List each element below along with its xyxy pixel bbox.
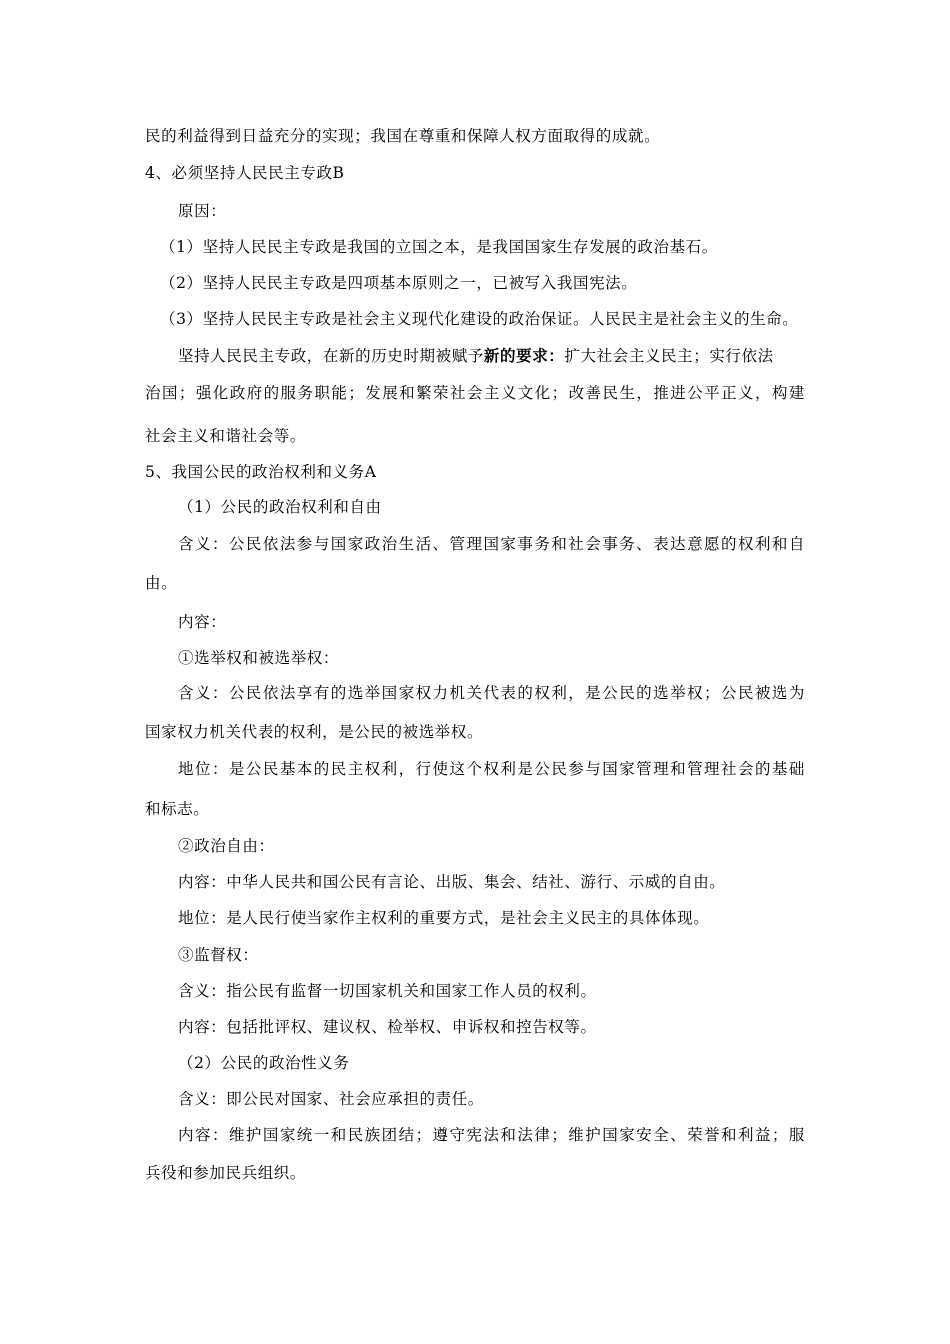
paragraph-line: 含义：指公民有监督一切国家机关和国家工作人员的权利。 <box>178 982 597 1000</box>
paragraph-line: 内容： <box>178 613 227 631</box>
paragraph-line: 治国；强化政府的服务职能；发展和繁荣社会主义文化；改善民生，推进公平正义，构建 <box>145 384 805 402</box>
list-heading: ③监督权： <box>178 946 259 964</box>
list-item: （3）坚持人民民主专政是社会主义现代化建设的政治保证。人民民主是社会主义的生命。 <box>160 310 799 328</box>
paragraph-line: 和标志。 <box>145 800 210 818</box>
subsection-heading: （2）公民的政治性义务 <box>178 1054 350 1072</box>
paragraph-line: 含义：公民依法享有的选举国家权力机关代表的权利，是公民的选举权；公民被选为 <box>178 684 805 702</box>
paragraph-line: 兵役和参加民兵组织。 <box>145 1164 307 1182</box>
paragraph-line: 含义：即公民对国家、社会应承担的责任。 <box>178 1090 484 1108</box>
section-heading: 5、我国公民的政治权利和义务A <box>145 463 377 481</box>
paragraph-line: 国家权力机关代表的权利，是公民的被选举权。 <box>145 723 484 741</box>
paragraph-line: 内容：维护国家统一和民族团结；遵守宪法和法律；维护国家安全、荣誉和利益；服 <box>178 1126 805 1144</box>
section-heading: 4、必须坚持人民民主专政B <box>145 164 345 182</box>
paragraph-text: 扩大社会主义民主；实行依法 <box>564 347 774 365</box>
paragraph-text: 坚持人民民主专政，在新的历史时期被赋予 <box>178 347 484 365</box>
list-item: （1）坚持人民民主专政是我国的立国之本，是我国国家生存发展的政治基石。 <box>160 238 718 256</box>
paragraph-line: 地位：是人民行使当家作主权利的重要方式，是社会主义民主的具体体现。 <box>178 909 710 927</box>
paragraph-line: 社会主义和谐社会等。 <box>145 427 307 445</box>
emphasis-text: 新的要求： <box>483 347 565 365</box>
paragraph-line: 民的利益得到日益充分的实现；我国在尊重和保障人权方面取得的成就。 <box>145 127 661 145</box>
paragraph-line: 内容：中华人民共和国公民有言论、出版、集会、结社、游行、示威的自由。 <box>178 873 726 891</box>
paragraph-line: 内容：包括批评权、建议权、检举权、申诉权和控告权等。 <box>178 1018 597 1036</box>
paragraph-line: 地位：是公民基本的民主权利，行使这个权利是公民参与国家管理和管理社会的基础 <box>178 760 805 778</box>
paragraph-line: 含义：公民依法参与国家政治生活、管理国家事务和社会事务、表达意愿的权利和自 <box>178 535 805 553</box>
list-heading: ②政治自由： <box>178 837 275 855</box>
subsection-heading: （1）公民的政治权利和自由 <box>178 498 382 516</box>
paragraph-line: 由。 <box>145 574 178 592</box>
paragraph-line: 原因： <box>178 202 227 220</box>
list-heading: ①选举权和被选举权： <box>178 649 340 667</box>
paragraph-line <box>178 346 774 366</box>
list-item: （2）坚持人民民主专政是四项基本原则之一，已被写入我国宪法。 <box>160 274 638 292</box>
